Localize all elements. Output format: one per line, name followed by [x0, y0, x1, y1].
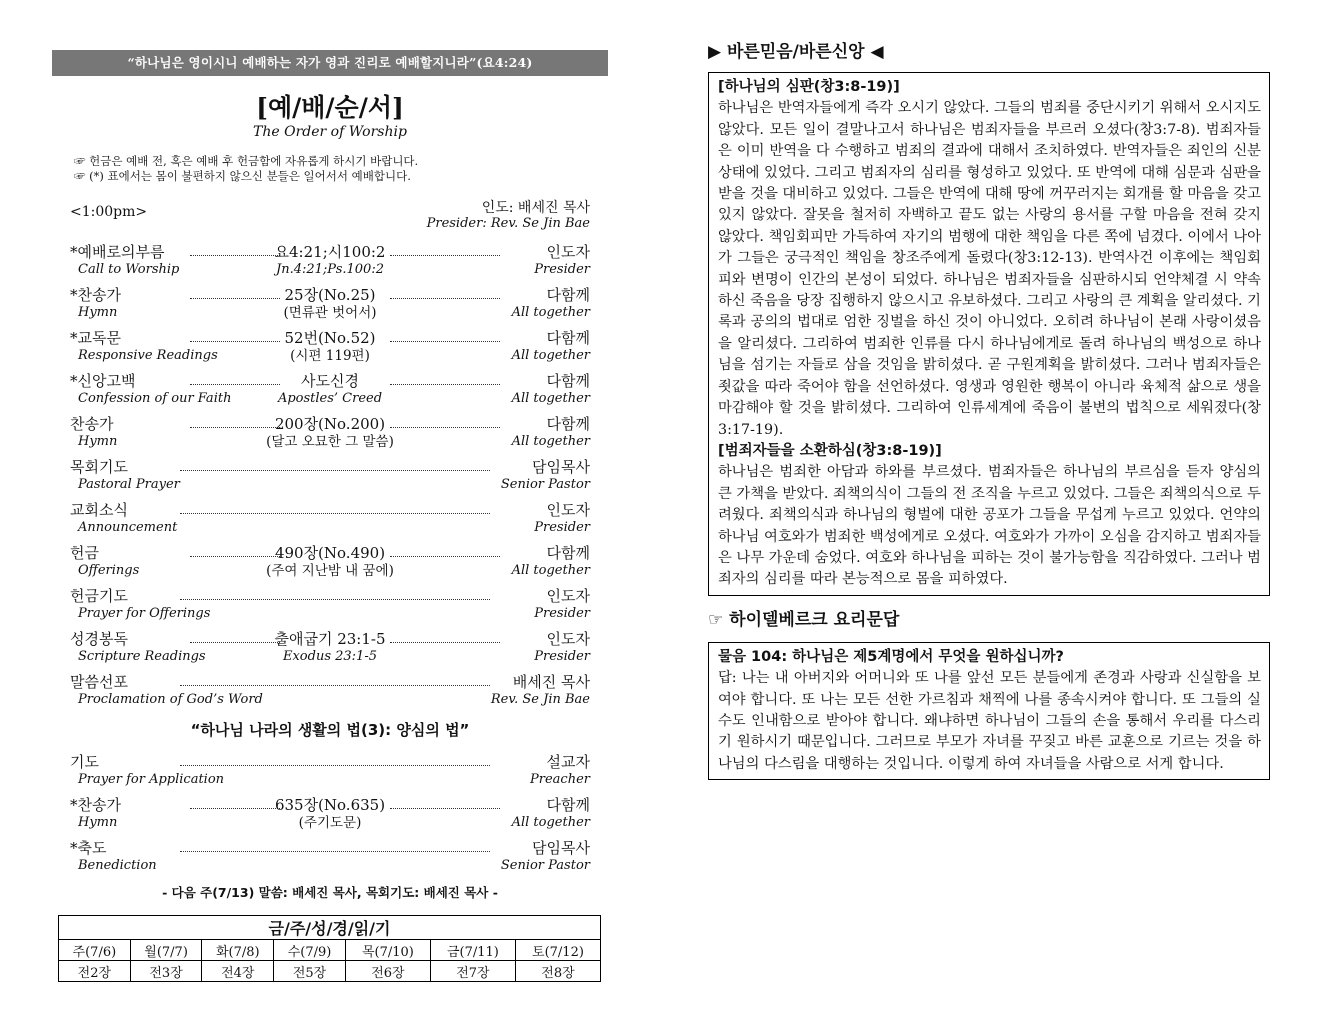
item-title-korean: *축도 — [70, 839, 107, 857]
order-item — [70, 752, 590, 795]
reading-chapter: 전4장 — [202, 961, 274, 982]
item-title-english: Offerings — [78, 563, 140, 578]
reading-day: 금(7/11) — [430, 940, 515, 961]
item-detail-sub: Exodus 23:1-5 — [282, 649, 377, 664]
item-title-english: Call to Worship — [78, 262, 180, 277]
item-leader-korean: 설교자 — [546, 753, 590, 771]
item-title-korean: 헌금기도 — [70, 587, 128, 605]
bible-reading-title: 금/주/성/경/읽/기 — [59, 916, 601, 940]
dot-leader — [180, 850, 490, 852]
item-leader-english: All together — [511, 305, 590, 320]
reading-day: 토(7/12) — [515, 940, 600, 961]
item-title-english: Prayer for Offerings — [78, 606, 211, 621]
item-leader-korean: 담임목사 — [532, 839, 590, 857]
item-leader-english: All together — [511, 348, 590, 363]
reading-day: 목(7/10) — [345, 940, 430, 961]
catechism-box — [708, 642, 1270, 780]
item-leader-english: Presider — [534, 649, 590, 664]
item-detail-sub: (주여 지난밤 내 꿈에) — [266, 563, 394, 579]
order-item — [70, 795, 590, 838]
item-detail: 490장(No.490) — [274, 544, 386, 562]
reading-chapter: 전8장 — [515, 961, 600, 982]
item-leader-english: Senior Pastor — [500, 477, 590, 492]
section-heading-faith: ▶ 바른믿음/바른신앙 ◀ — [708, 42, 884, 62]
order-item — [70, 629, 590, 672]
article-paragraph-judgment: 하나님은 반역자들에게 즉각 오시기 않았다. 그들의 범죄를 중단시키기 위해서 오시지도 않았다. 모든 일이 결말나고서 하나님은 범죄자들을 부르러 오셨다(창3:7-8). 범죄자들은 이미 반역을 다 수행하고 범죄의 결과에 대해서 조치하였다. 반역자들은 죄인의 신분 상태에 있었다. 그리고 범죄자의 심리를 형성하고 있었다. 또 반역에 대해 심문과 심판을 받을 것을 대비하고 있었다. 그들은 반역에 대해 땅에 꺼꾸러지는 회개를 할 마음을 갖고 있지 않았다. 잘못을 철저히 자백하고 끝도 없는 사랑의 용서를 구할 마음을 전혀 갖지 않았다. 책임회피만 가득하여 자기의 범행에 대한 책임을 다른 쪽에 넘겼다. 이에서 나아가 그들은 궁극적인 책임을 창조주에게 돌렸다(창3:12-13). 반역사건 이후에는 책임회피와 변명이 인간의 본성이 되었다. 하나님은 범죄자들을 심판하시되 언약체결 시 약속하신 죽음을 당장 집행하지 않으시고 유보하셨다. 그리고 사랑의 큰 계획을 알리셨다. 기록과 공의의 법대로 엄한 징벌을 하신 것이 아니었다. 오히려 하나님이 본래 사랑이셨음을 알리셨다. 그리하여 범죄한 인류를 다시 하나님에게로 돌려 하나님의 백성으로 하나님을 섬기는 자들로 삼을 것임을 밝히셨다. 곧 구원계획을 밝히셨다. 그러나 범죄자들은 죗값을 따라 죽어야 함을 선언하셨다. 영생과 영원한 행복이 아니라 육체적 삶으로 생을 마감해야 할 것을 밝히셨다. 그리하여 인류세계에 죽음이 불변의 법칙으로 세워졌다(창3:17-19). — [718, 100, 1261, 438]
item-leader-english: All together — [511, 391, 590, 406]
item-detail-sub: (면류관 벗어서) — [283, 305, 377, 321]
item-leader-korean: 인도자 — [546, 243, 590, 261]
item-leader-korean: 인도자 — [546, 587, 590, 605]
item-detail-sub: Jn.4:21;Ps.100:2 — [276, 262, 384, 277]
order-list-after-sermon — [52, 752, 608, 881]
service-time: <1:00pm> — [70, 204, 148, 220]
item-title-korean: *찬송가 — [70, 286, 121, 304]
item-leader-korean: 담임목사 — [532, 458, 590, 476]
item-title-english: Hymn — [78, 305, 118, 320]
item-title-english: Benediction — [78, 858, 157, 873]
leader-korean: 인도: 배세진 목사 — [481, 200, 590, 216]
item-leader-korean: 다함께 — [546, 796, 590, 814]
item-title-korean: 목회기도 — [70, 458, 128, 476]
item-detail: 200장(No.200) — [274, 415, 386, 433]
item-title-korean: *예배로의부름 — [70, 243, 165, 261]
item-leader-english: Senior Pastor — [500, 858, 590, 873]
item-leader-english: All together — [511, 815, 590, 830]
item-leader-korean: 다함께 — [546, 329, 590, 347]
worship-order-page — [52, 50, 608, 982]
reading-chapter: 전7장 — [430, 961, 515, 982]
order-item — [70, 500, 590, 543]
item-leader-korean: 다함께 — [546, 544, 590, 562]
worship-notes — [74, 154, 608, 184]
table-row — [59, 961, 601, 982]
item-leader-korean: 다함께 — [546, 372, 590, 390]
reading-day: 주(7/6) — [59, 940, 131, 961]
reading-day: 화(7/8) — [202, 940, 274, 961]
faith-column-page — [708, 40, 1270, 780]
item-title-korean: 말씀선포 — [70, 673, 128, 691]
catechism-answer: 답: 나는 내 아버지와 어머니와 또 나를 앞선 모든 분들에게 존경과 사랑과 신실함을 보여야 합니다. 또 나는 모든 선한 가르침과 채찍에 나를 종속시켜야 합니다. 또 그들의 실수도 인내함으로 받아야 합니다. 왜냐하면 하나님이 그들의 손을 통해서 우리를 다스리기 원하시기 때문입니다. 그러므로 부모가 자녀를 꾸짖고 바른 교훈으로 기르는 것을 하나님의 다스림을 대행하는 것입니다. 이렇게 하여 자녀들을 사람으로 서게 합니다. — [718, 670, 1261, 772]
dot-leader — [180, 764, 490, 766]
item-detail-sub: Apostles’ Creed — [277, 391, 383, 406]
order-item — [70, 371, 590, 414]
item-detail: 요4:21;시100:2 — [274, 243, 386, 261]
order-item — [70, 672, 590, 715]
reading-chapter: 전6장 — [345, 961, 430, 982]
item-title-english: Prayer for Application — [78, 772, 225, 787]
order-item — [70, 328, 590, 371]
dot-leader — [180, 684, 490, 686]
item-detail-sub: (달고 오묘한 그 말씀) — [266, 434, 394, 450]
table-row — [59, 940, 601, 961]
sermon-title: “하나님 나라의 생활의 법(3): 양심의 법” — [190, 721, 470, 739]
article-subheading-judgment: [하나님의 심판(창3:8-19)] — [718, 79, 900, 95]
weekly-bible-reading-table — [58, 915, 601, 982]
scripture-banner: “하나님은 영이시니 예배하는 자가 영과 진리로 예배할지니라”(요4:24) — [52, 50, 608, 76]
time-leader-row — [70, 200, 590, 232]
item-leader-english: Presider — [534, 262, 590, 277]
dot-leader — [180, 512, 490, 514]
item-detail-sub: (시편 119편) — [290, 348, 370, 364]
section-heading-catechism: ☞ 하이델베르크 요리문답 — [708, 609, 900, 630]
order-item — [70, 586, 590, 629]
item-leader-english: Presider — [534, 520, 590, 535]
item-title-english: Scripture Readings — [78, 649, 206, 664]
leader-english: Presider: Rev. Se Jin Bae — [426, 216, 590, 231]
next-week-notice: - 다음 주(7/13) 말씀: 배세진 목사, 목회기도: 배세진 목사 - — [162, 885, 498, 900]
item-title-korean: 기도 — [70, 753, 99, 771]
item-leader-korean: 인도자 — [546, 501, 590, 519]
article-paragraph-summons: 하나님은 범죄한 아담과 하와를 부르셨다. 범죄자들은 하나님의 부르심을 듣자 양심의 큰 가책을 받았다. 죄책의식이 그들의 전 조직을 누르고 있었다. 그들은 죄책의식으로 두려웠다. 죄책의식과 하나님의 형벌에 대한 공포가 그들을 무섭게 누르고 있었다. 언약의 하나님 여호와가 범죄한 백성에게로 오셨다. 여호와가 가까이 오심을 감지하고 범죄자들은 나무 가운데 숨었다. 여호와 하나님을 피하는 것이 불가능함을 직감하였다. 그러나 범죄자의 심리를 따라 본능적으로 몸을 피하였다. — [718, 464, 1261, 588]
note-standing: ☞ (*) 표에서는 몸이 불편하지 않으신 분들은 일어서서 예배합니다. — [74, 169, 411, 183]
item-leader-korean: 다함께 — [546, 415, 590, 433]
service-leader — [427, 200, 590, 232]
item-leader-english: Presider — [534, 606, 590, 621]
item-title-korean: 교회소식 — [70, 501, 128, 519]
order-item — [70, 414, 590, 457]
order-item — [70, 285, 590, 328]
reading-chapter: 전3장 — [130, 961, 202, 982]
page-title: [예/배/순/서] — [256, 93, 404, 122]
item-title-korean: *신앙고백 — [70, 372, 136, 390]
item-leader-korean: 배세진 목사 — [512, 673, 590, 691]
item-detail-sub: (주기도문) — [298, 815, 362, 831]
item-leader-english: All together — [511, 563, 590, 578]
reading-day: 월(7/7) — [130, 940, 202, 961]
item-title-korean: *찬송가 — [70, 796, 121, 814]
item-title-english: Hymn — [78, 434, 118, 449]
item-title-korean: *교독문 — [70, 329, 121, 347]
item-title-korean: 성경봉독 — [70, 630, 128, 648]
item-leader-english: Preacher — [530, 772, 590, 787]
item-title-english: Responsive Readings — [78, 348, 218, 363]
faith-article-box — [708, 72, 1270, 596]
item-title-english: Confession of our Faith — [78, 391, 232, 406]
item-detail: 52번(No.52) — [284, 329, 376, 347]
item-detail: 사도신경 — [301, 372, 359, 390]
item-leader-english: All together — [511, 434, 590, 449]
item-title-korean: 찬송가 — [70, 415, 114, 433]
reading-chapter: 전2장 — [59, 961, 131, 982]
item-leader-korean: 인도자 — [546, 630, 590, 648]
dot-leader — [180, 598, 490, 600]
reading-chapter: 전5장 — [274, 961, 346, 982]
item-leader-korean: 다함께 — [546, 286, 590, 304]
item-detail: 25장(No.25) — [284, 286, 376, 304]
reading-day: 수(7/9) — [274, 940, 346, 961]
item-title-english: Announcement — [78, 520, 178, 535]
item-title-english: Hymn — [78, 815, 118, 830]
item-title-english: Proclamation of God’s Word — [78, 692, 263, 707]
note-offering: ☞ 헌금은 예배 전, 혹은 예배 후 헌금함에 자유롭게 하시기 바랍니다. — [74, 154, 419, 168]
item-title-korean: 헌금 — [70, 544, 99, 562]
order-item — [70, 838, 590, 881]
item-detail: 출애굽기 23:1-5 — [274, 630, 386, 648]
order-item — [70, 543, 590, 586]
catechism-question: 물음 104: 하나님은 제5계명에서 무엇을 원하십니까? — [718, 648, 1064, 665]
dot-leader — [180, 469, 490, 471]
article-subheading-summons: [범죄자들을 소환하심(창3:8-19)] — [718, 442, 942, 459]
order-item — [70, 457, 590, 500]
order-list — [52, 242, 608, 715]
item-leader-english: Rev. Se Jin Bae — [490, 692, 590, 707]
order-item — [70, 242, 590, 285]
item-detail: 635장(No.635) — [274, 796, 386, 814]
item-title-english: Pastoral Prayer — [78, 477, 180, 492]
page-subtitle: The Order of Worship — [253, 124, 407, 140]
